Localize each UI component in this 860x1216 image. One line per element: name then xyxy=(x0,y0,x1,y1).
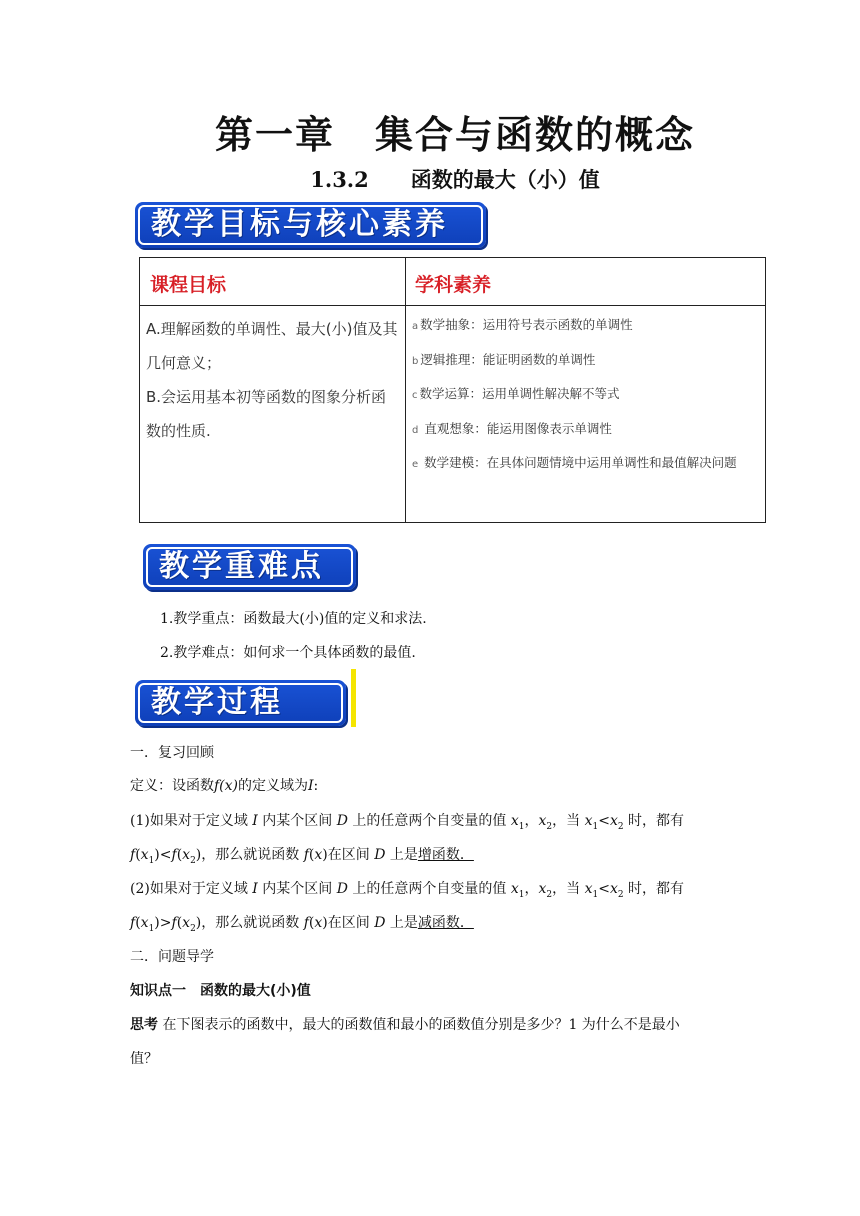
course-goals-list xyxy=(146,312,401,448)
keypoint-focus: 1.教学重点：函数最大(小)值的定义和求法. xyxy=(160,611,427,627)
goals-table xyxy=(139,257,766,523)
course-goal-line: A.理解函数的单调性、最大(小)值及其 xyxy=(146,320,398,338)
decreasing-def-line2: $f(x_1)>f(x_2)$，那么就说函数 f(x)在区间 D 上是减函数． xyxy=(130,915,474,934)
course-goal-line: B.会运用基本初等函数的图象分析函 xyxy=(146,388,387,406)
goals-banner-label: 教学目标与核心素养 xyxy=(151,207,448,242)
keypoints-banner xyxy=(143,544,356,590)
literacy-list xyxy=(412,314,762,487)
yellow-marker xyxy=(351,669,356,727)
literacy-item: e 数学建模：在具体问题情境中运用单调性和最值解决问题 xyxy=(412,455,737,470)
course-goal-line: 几何意义； xyxy=(146,354,222,372)
course-goal-line: 数的性质. xyxy=(146,422,211,440)
knowledge-point-heading: 知识点一 函数的最大(小)值 xyxy=(130,983,311,999)
keypoints-banner-label: 教学重难点 xyxy=(159,549,324,584)
literacy-header: 学科素养 xyxy=(415,274,492,296)
literacy-item: d 直观想象：能运用图像表示单调性 xyxy=(412,420,612,436)
increasing-def-line1: (1)如果对于定义域 I 内某个区间 D 上的任意两个自变量的值 $x_1$，$x_2$，当 $x_1<x_2$ 时，都有 xyxy=(130,813,685,832)
review-heading: 一．复习回顾 xyxy=(130,745,214,761)
literacy-item: c 数学运算：运用单调性解决解不等式 xyxy=(412,386,620,401)
section-title: 1.3.2 函数的最大（小）值 xyxy=(310,167,600,192)
course-goals-header: 课程目标 xyxy=(150,274,227,296)
goals-banner xyxy=(135,202,486,248)
decreasing-def-line1: (2)如果对于定义域 I 内某个区间 D 上的任意两个自变量的值 $x_1$，$x_2$，当 $x_1<x_2$ 时，都有 xyxy=(130,881,685,900)
increasing-term: 增函数． xyxy=(417,847,474,863)
literacy-item: b 逻辑推理：能证明函数的单调性 xyxy=(412,351,596,367)
think-question-line2: 值？ xyxy=(130,1051,158,1067)
chapter-title: 第一章 集合与函数的概念 xyxy=(214,112,695,157)
increasing-def-line2: $f(x_1)<f(x_2)$，那么就说函数 f(x)在区间 D 上是增函数． xyxy=(130,847,474,866)
decreasing-term: 减函数． xyxy=(417,915,474,931)
think-question-line1: 思考 在下图表示的函数中，最大的函数值和最小的函数值分别是多少？1 为什么不是最小 xyxy=(130,1017,680,1033)
definition-line: 定义：设函数f(x)的定义域为I: xyxy=(130,778,319,794)
process-banner xyxy=(135,680,346,726)
process-banner-label: 教学过程 xyxy=(151,685,283,720)
think-label: 思考 xyxy=(130,1017,158,1033)
keypoint-difficulty: 2.教学难点：如何求一个具体函数的最值. xyxy=(160,645,416,661)
literacy-item: a 数学抽象：运用符号表示函数的单调性 xyxy=(412,317,633,332)
guide-heading: 二．问题导学 xyxy=(130,949,214,965)
